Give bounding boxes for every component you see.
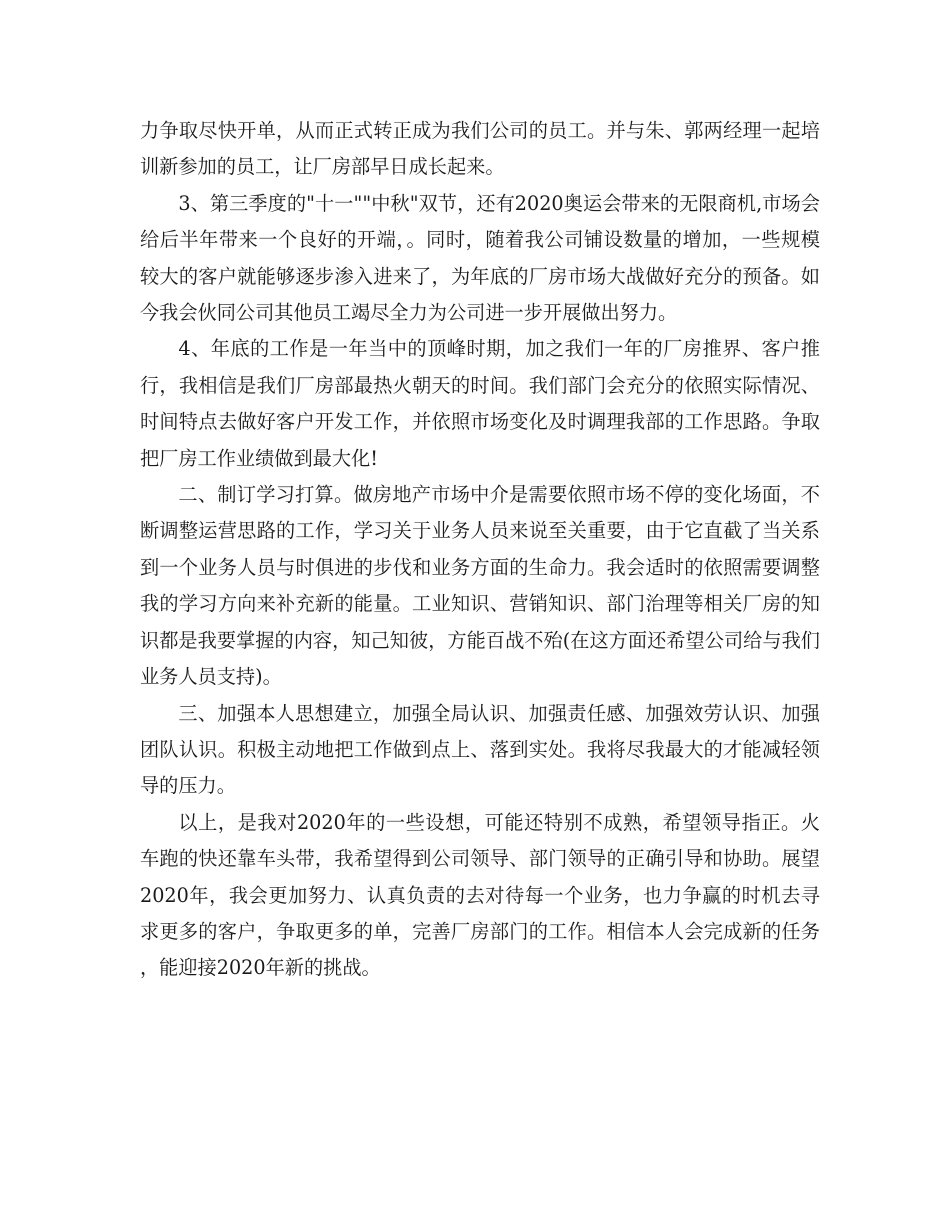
paragraph-ideology: 三、加强本人思想建立，加强全局认识、加强责任感、加强效劳认识、加强团队认识。积极主动地把工作做到点上、落到实处。我将尽我最大的才能减轻领导的压力。	[140, 701, 820, 798]
paragraph-third-quarter: 3、第三季度的"十一""中秋"双节，还有2020奥运会带来的无限商机,市场会给后半年带来一个良好的开端，。同时，随着我公司铺设数量的增加，一些规模较大的客户就能够逐步渗入进来了，为年底的厂房市场大战做好充分的预备。如今我会伙同公司其他员工竭尽全力为公司进一步开展做出努力。	[140, 191, 820, 325]
paragraph-continued: 力争取尽快开单，从而正式转正成为我们公司的员工。并与朱、郭两经理一起培训新参加的员工，让厂房部早日成长起来。	[140, 119, 820, 179]
document-body	[140, 113, 820, 987]
paragraph-conclusion: 以上，是我对2020年的一些设想，可能还特别不成熟，希望领导指正。火车跑的快还靠车头带，我希望得到公司领导、部门领导的正确引导和协助。展望2020年，我会更加努力、认真负责的去对待每一个业务，也力争赢的时机去寻求更多的客户，争取更多的单，完善厂房部门的工作。相信本人会完成新的任务，能迎接2020年新的挑战。	[140, 810, 820, 980]
paragraph-year-end: 4、年底的工作是一年当中的顶峰时期，加之我们一年的厂房推界、客户推行，我相信是我们厂房部最热火朝天的时间。我们部门会充分的依照实际情况、时间特点去做好客户开发工作，并依照市场变化及时调理我部的工作思路。争取把厂房工作业绩做到最大化!	[140, 337, 820, 470]
paragraph-study-plan: 二、制订学习打算。做房地产市场中介是需要依照市场不停的变化场面，不断调整运营思路的工作，学习关于业务人员来说至关重要，由于它直截了当关系到一个业务人员与时俱进的步伐和业务方面的生命力。我会适时的依照需要调整我的学习方向来补充新的能量。工业知识、营销知识、部门治理等相关厂房的知识都是我要掌握的内容，知己知彼，方能百战不殆(在这方面还希望公司给与我们业务人员支持)。	[140, 483, 820, 689]
